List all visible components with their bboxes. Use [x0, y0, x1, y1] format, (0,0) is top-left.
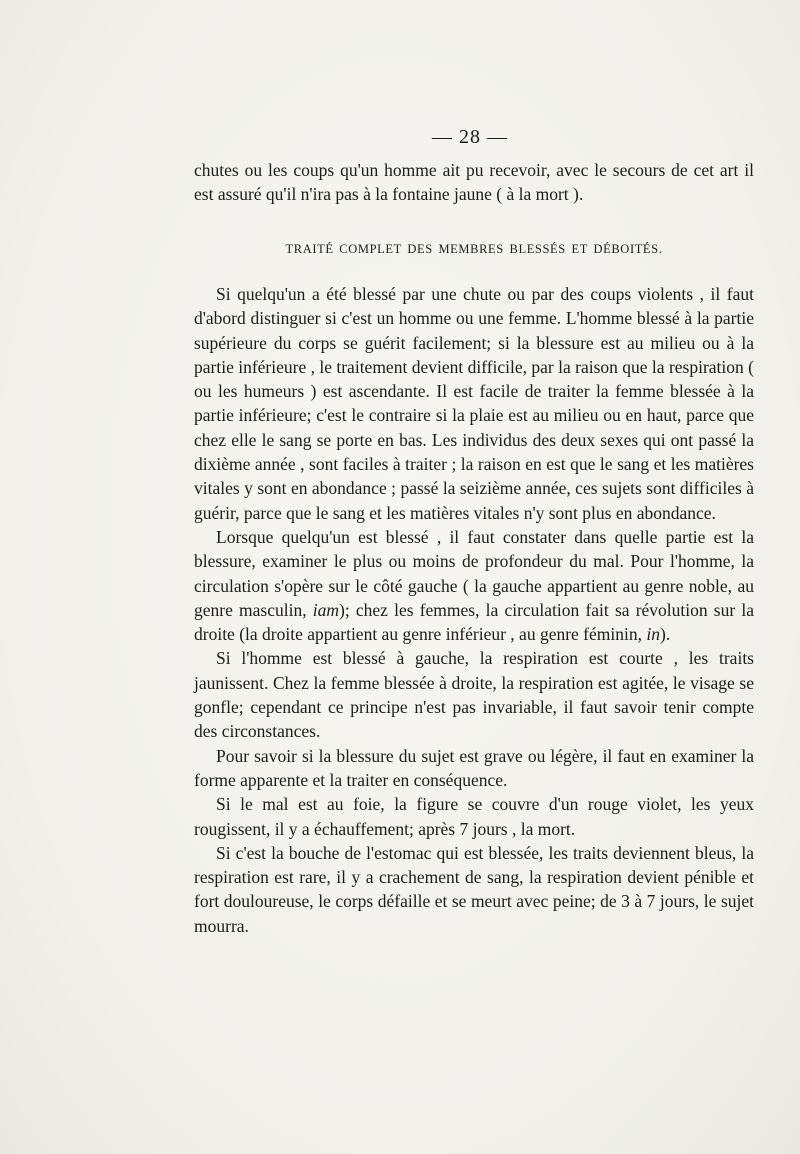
term-iam: iam — [312, 599, 340, 620]
paragraph-3: Si l'homme est blessé à gauche, la respiration est courte , les traits jaunissent. Chez la femme blessée à droite, la respiration est agitée, le visage se gonfle; cependant ce principe n'est pas invariable, il faut savoir tenir compte des circonstances. — [194, 648, 754, 742]
intro-text — [194, 158, 754, 207]
intro-paragraph: chutes ou les coups qu'un homme ait pu recevoir, avec le secours de cet art il est assuré qu'il n'ira pas à la fontaine jaune ( à la mort ). — [194, 160, 754, 205]
section-body — [194, 282, 754, 938]
paragraph-6: Si c'est la bouche de l'estomac qui est blessée, les traits deviennent bleus, la respiration est rare, il y a crachement de sang, la respiration devient pénible et fort douloureuse, le corps défaille et se meurt avec peine; de 3 à 7 jours, le sujet mourra. — [194, 842, 754, 936]
section-heading: TRAITÉ COMPLET DES MEMBRES BLESSÉS ET DÉBOITÉS. — [285, 242, 663, 256]
page-number: — 28 — — [432, 126, 508, 148]
paragraph-4: Pour savoir si la blessure du sujet est grave ou légère, il faut en examiner la forme apparente et la traiter en conséquence. — [194, 745, 754, 790]
paragraph-2-part-3: ). — [660, 624, 671, 645]
paragraph-2-part-2: ); chez les femmes, la circulation fait sa révolution sur la droite (la droite appartient au genre inférieur , au genre féminin, — [194, 599, 754, 645]
paragraph-1: Si quelqu'un a été blessé par une chute ou par des coups violents , il faut d'abord distinguer si c'est un homme ou une femme. L'homme blessé à la partie supérieure du corps se guérit facilement; si la blessure est au milieu ou à la partie inférieure , le traitement devient difficile, par la raison que la respiration ( ou les humeurs ) est ascendante. Il est facile de traiter la femme blessée à la partie inférieure; c'est le contraire si la plaie est au milieu ou en haut, parce que chez elle le sang se porte en bas. Les individus des deux sexes qui ont passé la dixième année , sont faciles à traiter ; la raison en est que le sang et les matières vitales y sont en abondance ; passé la seizième année, ces sujets sont difficiles à guérir, parce que le sang et les matières vitales n'y sont plus en abondance. — [194, 284, 754, 523]
paragraph-2 — [194, 525, 754, 646]
term-in: in — [646, 624, 660, 645]
paragraph-5: Si le mal est au foie, la figure se couvre d'un rouge violet, les yeux rougissent, il y a échauffement; après 7 jours , la mort. — [194, 794, 754, 839]
paragraph-2-part-1: Lorsque quelqu'un est blessé , il faut constater dans quelle partie est la blessure, examiner le plus ou moins de profondeur du mal. Pour l'homme, la circulation s'opère sur le côté gauche ( la gauche appartient au genre noble, au genre masculin, — [194, 526, 754, 620]
